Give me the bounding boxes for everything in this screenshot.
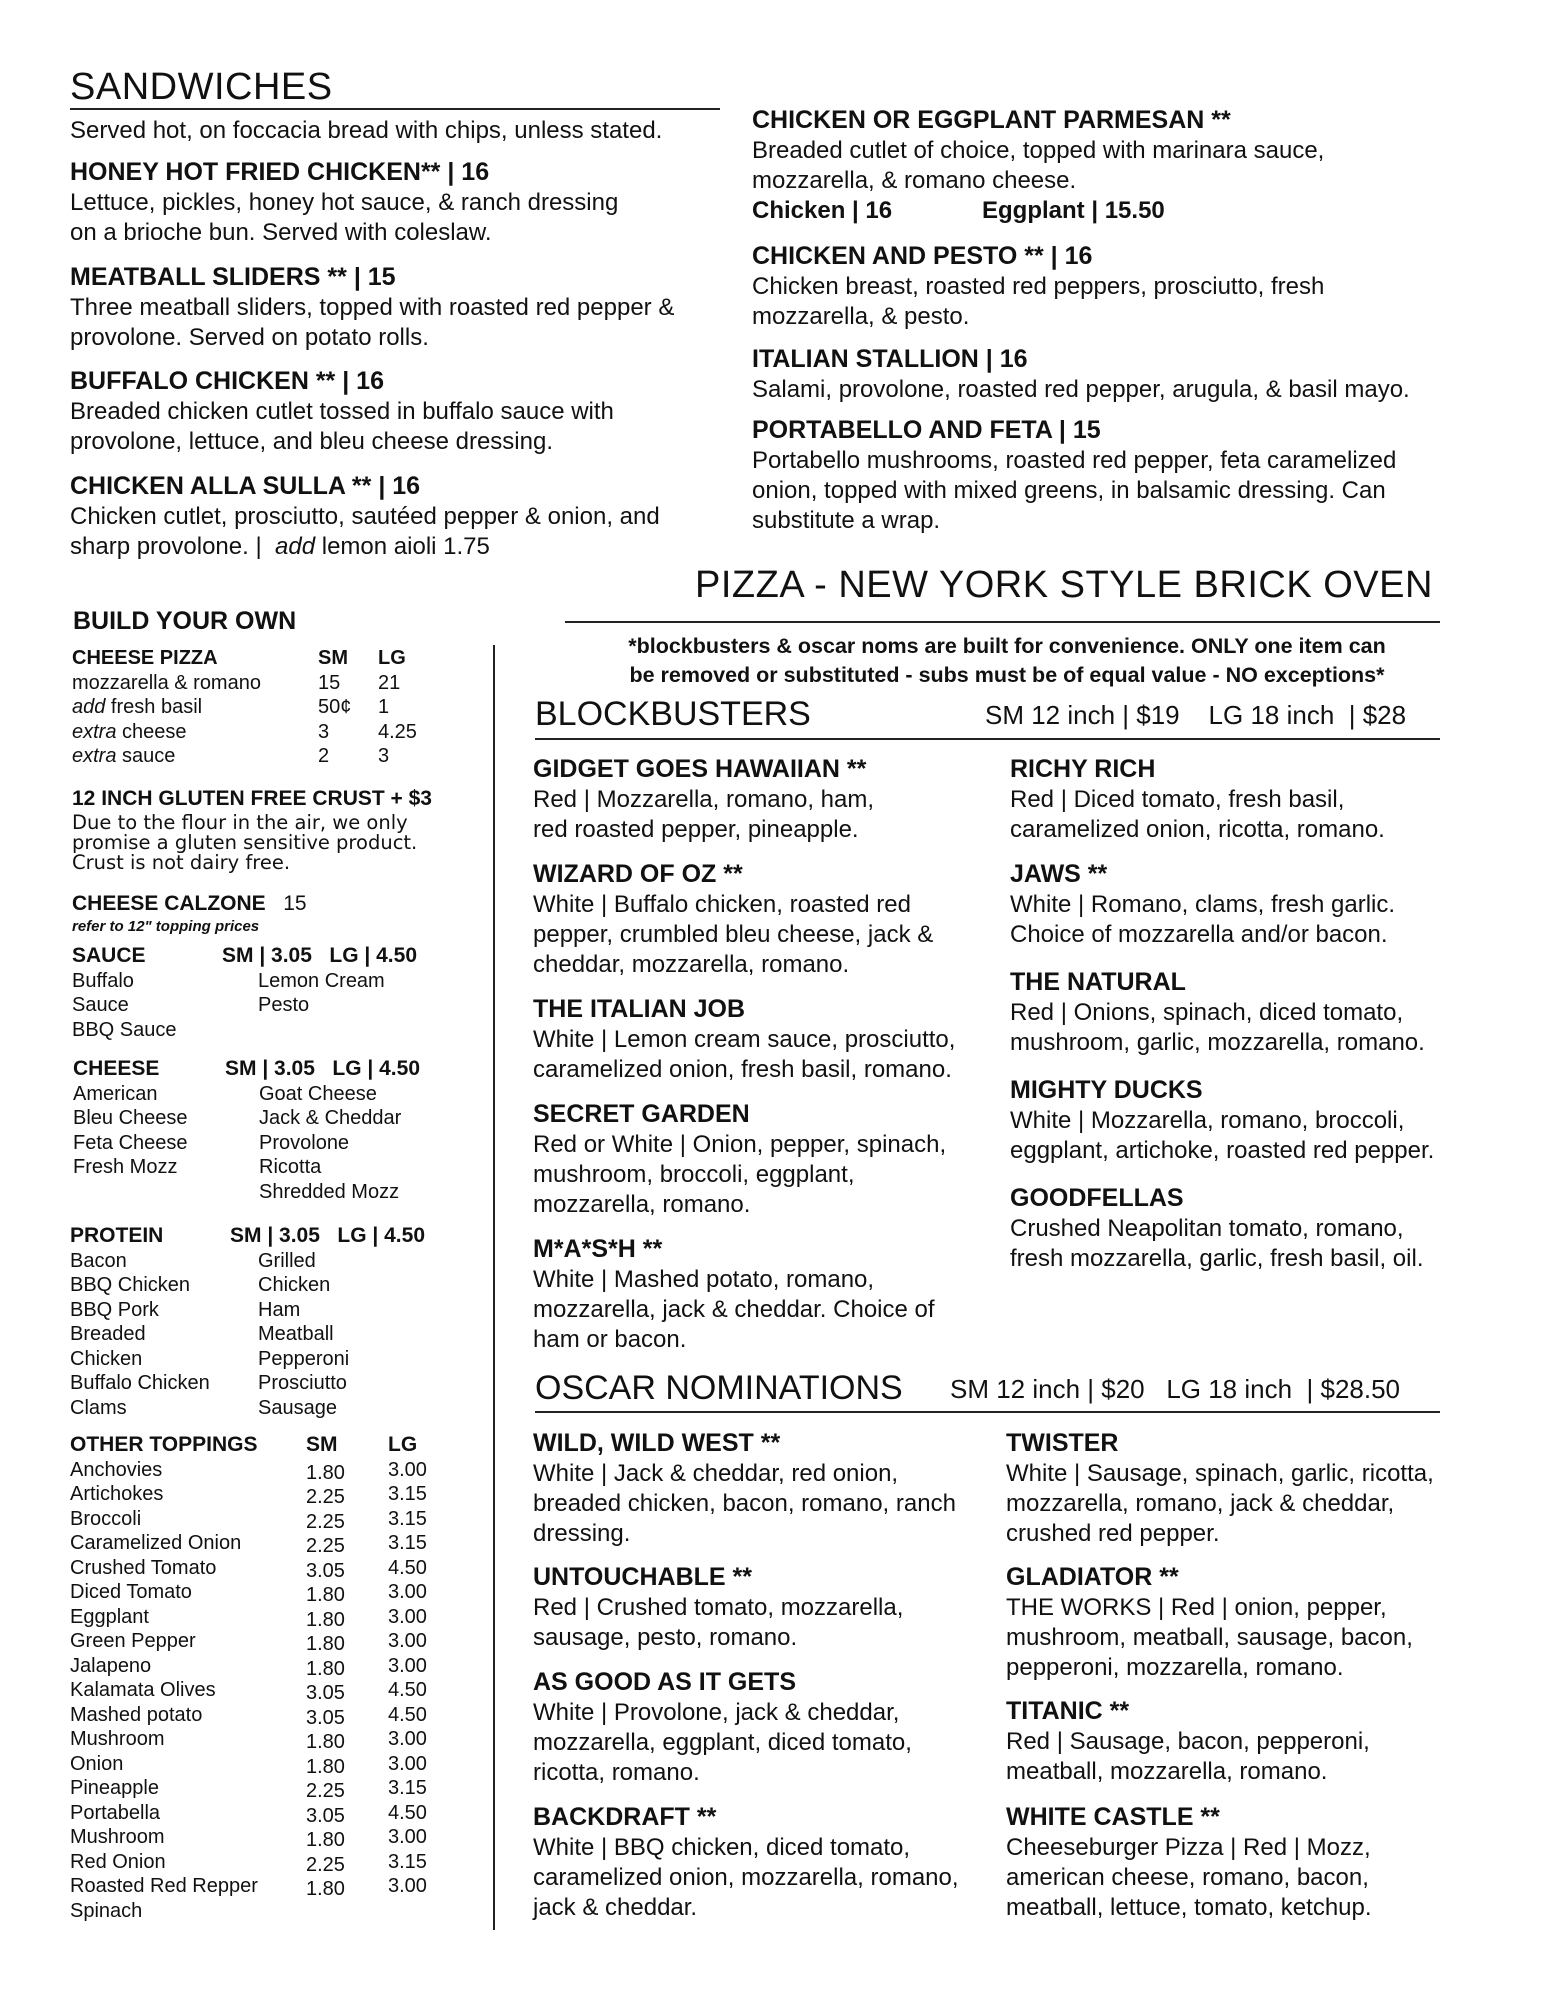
blockbusters-rule [535, 738, 1440, 740]
item-desc: White | Mozzarella, romano, broccoli, eggplant, artichoke, roasted red pepper. [1010, 1107, 1435, 1164]
item-desc: Red | Sausage, bacon, pepperoni, meatball, mozzarella, romano. [1006, 1728, 1370, 1785]
cheese-pizza-label: CHEESE PIZZA [72, 647, 218, 669]
row-prefix: add [72, 696, 106, 718]
item-name: RICHY RICH [1010, 755, 1156, 783]
list-item: Chicken [70, 1347, 143, 1370]
list-item: Breaded [70, 1323, 146, 1345]
topping-price: 1.80 [306, 1461, 345, 1484]
table-row [72, 744, 472, 769]
topping-name: Mashed potato [70, 1703, 203, 1726]
topping-price: 3.00 [388, 1654, 427, 1677]
item-desc: Red | Crushed tomato, mozzarella, sausage, pesto, romano. [533, 1594, 904, 1651]
pizza-item [533, 1802, 983, 1923]
oscars-rule [535, 1411, 1440, 1413]
pizza-item [1006, 1428, 1456, 1549]
row-prefix: extra [72, 745, 117, 767]
table-row [72, 695, 472, 720]
item-name: MEATBALL SLIDERS ** | 15 [70, 263, 396, 291]
item-name: THE NATURAL [1010, 968, 1186, 996]
row-lg: 3 [378, 745, 390, 767]
topping-price: 3.00 [388, 1458, 427, 1481]
gluten-line: Crust is not dairy free. [72, 851, 291, 874]
pizza-note-line: be removed or substituted - subs must be of equal value - NO exceptions* [629, 663, 1385, 687]
oscars-title: OSCAR NOMINATIONS [535, 1369, 903, 1407]
sandwich-item [70, 366, 720, 457]
pizza-item [1006, 1562, 1456, 1683]
topping-price: 1.80 [306, 1584, 345, 1606]
topping-price: 2.25 [306, 1780, 345, 1802]
sandwich-item [752, 344, 1472, 405]
item-desc: Breaded chicken cutlet tossed in buffalo sauce with provolone, lettuce, and bleu cheese dressing. [70, 398, 614, 455]
gluten-line: Due to the flour in the air, we only [72, 811, 408, 834]
topping-price: 2.25 [306, 1486, 345, 1508]
list-item: Pepperoni [258, 1347, 350, 1370]
item-name: WILD, WILD WEST ** [533, 1429, 781, 1457]
addon-prefix: add [275, 533, 316, 560]
item-desc: THE WORKS | Red | onion, pepper, mushroom, meatball, sausage, bacon, pepperoni, mozzarella, romano. [1006, 1594, 1413, 1681]
row-name: sauce [116, 745, 176, 767]
pizza-item [533, 1099, 983, 1220]
topping-name: Pineapple [70, 1777, 159, 1799]
topping-price: 3.00 [388, 1630, 427, 1652]
topping-price: 4.50 [388, 1679, 427, 1701]
topping-price: 3.05 [306, 1682, 345, 1704]
topping-price: 1.80 [306, 1755, 345, 1778]
pizza-item [1010, 859, 1460, 950]
topping-name: Spinach [70, 1899, 143, 1922]
list-item: Grilled [258, 1249, 316, 1272]
list-item: BBQ Pork [70, 1298, 159, 1321]
list-item: Pesto [258, 994, 310, 1016]
row-sm: 3 [318, 720, 330, 743]
list-item: Feta Cheese [73, 1131, 188, 1154]
topping-price: 3.15 [388, 1850, 427, 1873]
list-item: Prosciutto [258, 1372, 347, 1394]
item-name: CHICKEN AND PESTO ** | 16 [752, 242, 1093, 270]
pizza-item [533, 1428, 983, 1549]
list-item: Jack & Cheddar [259, 1107, 402, 1129]
calzone-note: refer to 12" topping prices [72, 918, 260, 935]
item-name: MIGHTY DUCKS [1010, 1076, 1203, 1104]
protein-label: PROTEIN [70, 1224, 164, 1247]
item-name: UNTOUCHABLE ** [533, 1563, 752, 1591]
item-name: GIDGET GOES HAWAIIAN ** [533, 755, 867, 783]
blockbusters-sizes: SM 12 inch | $19 LG 18 inch | $28 [985, 700, 1407, 730]
pizza-item [1010, 1075, 1460, 1166]
topping-name: Broccoli [70, 1507, 142, 1530]
blockbusters-title: BLOCKBUSTERS [535, 695, 811, 733]
topping-name: Portabella [70, 1801, 161, 1824]
topping-name: Kalamata Olives [70, 1679, 216, 1701]
list-item: Shredded Mozz [259, 1180, 400, 1203]
item-name: JAWS ** [1010, 860, 1108, 888]
col-sm: SM [318, 647, 348, 669]
item-desc: Red | Diced tomato, fresh basil, caramelized onion, ricotta, romano. [1010, 786, 1385, 843]
topping-name: Anchovies [70, 1458, 163, 1481]
topping-price: 3.05 [306, 1559, 345, 1582]
cheese-section [73, 1057, 473, 1204]
topping-price: 3.05 [306, 1804, 345, 1827]
item-desc: White | Provolone, jack & cheddar, mozzarella, eggplant, diced tomato, ricotta, romano. [533, 1699, 912, 1786]
item-desc: Three meatball sliders, topped with roasted red pepper & provolone. Served on potato rolls. [70, 294, 675, 351]
pizza-item [533, 754, 983, 845]
price-chicken: Chicken | 16 [752, 197, 893, 224]
item-desc: Red | Onions, spinach, diced tomato, mushroom, garlic, mozzarella, romano. [1010, 999, 1425, 1056]
sandwich-item [752, 105, 1472, 226]
list-item: American [73, 1082, 158, 1105]
item-desc: Portabello mushrooms, roasted red pepper, feta caramelized onion, topped with mixed greens, in balsamic dressing. Can substitute a wrap. [752, 447, 1397, 534]
topping-price: 1.80 [306, 1657, 345, 1680]
topping-price: 1.80 [306, 1608, 345, 1631]
pizza-item [1010, 754, 1460, 845]
row-name: fresh basil [105, 696, 203, 718]
sauce-price: SM | 3.05 LG | 4.50 [222, 944, 417, 967]
topping-price: 2.25 [306, 1535, 345, 1557]
protein-section [70, 1224, 470, 1420]
item-desc: White | Lemon cream sauce, prosciutto, caramelized onion, fresh basil, romano. [533, 1026, 956, 1083]
pizza-item [1006, 1802, 1456, 1923]
topping-price: 3.00 [388, 1752, 427, 1775]
addon-text: lemon aioli 1.75 [321, 533, 490, 560]
item-desc: White | Romano, clams, fresh garlic. Choice of mozzarella and/or bacon. [1010, 891, 1396, 948]
topping-name: Onion [70, 1752, 124, 1775]
list-item: Bacon [70, 1249, 127, 1272]
topping-price: 1.80 [306, 1731, 345, 1753]
item-desc: White | Buffalo chicken, roasted red pepper, crumbled bleu cheese, jack & cheddar, mozzarella, romano. [533, 891, 934, 978]
list-item: Lemon Cream [258, 969, 385, 992]
topping-name: Artichokes [70, 1483, 164, 1505]
item-desc: Salami, provolone, roasted red pepper, arugula, & basil mayo. [752, 376, 1410, 403]
list-item: Ricotta [259, 1156, 322, 1178]
list-item: Sausage [258, 1396, 337, 1419]
pizza-item [1010, 967, 1460, 1058]
list-item: Sauce [72, 994, 129, 1016]
topping-name: Crushed Tomato [70, 1556, 217, 1579]
topping-price: 3.15 [388, 1507, 427, 1530]
col-sm: SM [306, 1433, 338, 1456]
calzone-price: 15 [283, 892, 307, 915]
item-name: GLADIATOR ** [1006, 1563, 1179, 1591]
gluten-free-title: 12 INCH GLUTEN FREE CRUST + $3 [72, 787, 432, 810]
other-label: OTHER TOPPINGS [70, 1433, 258, 1456]
item-name: CHICKEN OR EGGPLANT PARMESAN ** [752, 106, 1231, 134]
topping-price: 1.80 [306, 1878, 345, 1900]
topping-price: 1.80 [306, 1829, 345, 1851]
item-desc: Chicken breast, roasted red peppers, prosciutto, fresh mozzarella, & pesto. [752, 273, 1325, 330]
topping-name: Diced Tomato [70, 1581, 192, 1603]
topping-price: 3.15 [388, 1532, 427, 1554]
pizza-item [533, 859, 983, 980]
item-name: TWISTER [1006, 1429, 1119, 1457]
row-sm: 2 [318, 745, 330, 767]
topping-price: 1.80 [306, 1633, 345, 1655]
item-desc: Red | Mozzarella, romano, ham, red roasted pepper, pineapple. [533, 786, 875, 843]
list-item: Buffalo [72, 969, 134, 992]
item-desc: Red or White | Onion, pepper, spinach, mushroom, broccoli, eggplant, mozzarella, romano. [533, 1131, 947, 1218]
item-name: SECRET GARDEN [533, 1100, 750, 1128]
pizza-item [1010, 1183, 1460, 1274]
sandwich-item [70, 471, 720, 562]
calzone-row [72, 892, 307, 916]
topping-name: Eggplant [70, 1605, 149, 1628]
topping-price: 4.50 [388, 1801, 427, 1824]
col-lg: LG [378, 647, 406, 669]
item-name: ITALIAN STALLION | 16 [752, 345, 1028, 373]
topping-name: Red Onion [70, 1850, 166, 1873]
topping-price: 3.00 [388, 1728, 427, 1750]
sauce-label: SAUCE [72, 944, 146, 967]
row-lg: 4.25 [378, 720, 417, 743]
pizza-note-line: *blockbusters & oscar noms are built for convenience. ONLY one item can [628, 634, 1386, 658]
pizza-note [572, 632, 1442, 690]
item-name: AS GOOD AS IT GETS [533, 1668, 796, 1696]
pizza-title: PIZZA - NEW YORK STYLE BRICK OVEN [695, 564, 1433, 606]
topping-name: Roasted Red Repper [70, 1875, 258, 1897]
topping-name: Jalapeno [70, 1654, 152, 1677]
sandwich-item [70, 157, 720, 248]
topping-price: 3.00 [388, 1826, 427, 1848]
sauce-section [72, 944, 472, 1042]
item-desc: White | BBQ chicken, diced tomato, caramelized onion, mozzarella, romano, jack & cheddar. [533, 1834, 959, 1921]
topping-price: 4.50 [388, 1703, 427, 1726]
item-name: CHICKEN ALLA SULLA ** | 16 [70, 472, 421, 500]
topping-price: 4.50 [388, 1556, 427, 1579]
list-item: Meatball [258, 1323, 334, 1345]
pizza-item [533, 994, 983, 1085]
row-lg: 21 [378, 671, 401, 694]
topping-price: 3.15 [388, 1483, 427, 1505]
list-item: Provolone [259, 1131, 350, 1154]
list-item: Ham [258, 1298, 301, 1321]
row-sm: 50¢ [318, 696, 352, 718]
pizza-item [533, 1234, 983, 1355]
row-prefix: extra [72, 720, 117, 743]
build-title: BUILD YOUR OWN [73, 607, 297, 635]
topping-name: Mushroom [70, 1826, 165, 1848]
list-item: Goat Cheese [259, 1082, 377, 1105]
item-name: GOODFELLAS [1010, 1184, 1184, 1212]
item-desc: Lettuce, pickles, honey hot sauce, & ranch dressing on a brioche bun. Served with coleslaw. [70, 189, 619, 246]
row-name: cheese [116, 720, 187, 743]
list-item: Clams [70, 1396, 127, 1419]
cheese-label: CHEESE [73, 1057, 160, 1080]
topping-name: Caramelized Onion [70, 1532, 242, 1554]
list-item: Buffalo Chicken [70, 1372, 210, 1394]
item-name: TITANIC ** [1006, 1697, 1130, 1725]
topping-price: 3.15 [388, 1777, 427, 1799]
item-name: M*A*S*H ** [533, 1235, 663, 1263]
item-name: BUFFALO CHICKEN ** | 16 [70, 367, 384, 395]
list-item: Bleu Cheese [73, 1107, 188, 1129]
item-name: PORTABELLO AND FETA | 15 [752, 416, 1101, 444]
pizza-item [533, 1562, 983, 1653]
table-row [72, 720, 472, 745]
topping-price: 2.25 [306, 1510, 345, 1533]
item-name: BACKDRAFT ** [533, 1803, 717, 1831]
topping-name: Mushroom [70, 1728, 165, 1750]
gluten-free-note [72, 813, 417, 873]
sandwiches-rule [70, 108, 720, 110]
item-name: WHITE CASTLE ** [1006, 1803, 1220, 1831]
item-desc: White | Mashed potato, romano, mozzarella, jack & cheddar. Choice of ham or bacon. [533, 1266, 935, 1353]
gluten-line: promise a gluten sensitive product. [72, 831, 418, 854]
topping-price: 3.00 [388, 1875, 427, 1897]
pizza-item [1006, 1696, 1456, 1787]
topping-price: 3.00 [388, 1605, 427, 1628]
sandwich-item [752, 241, 1472, 332]
row-sm: 15 [318, 671, 341, 694]
list-item: BBQ Sauce [72, 1018, 177, 1041]
protein-price: SM | 3.05 LG | 4.50 [230, 1224, 425, 1247]
item-desc: White | Sausage, spinach, garlic, ricotta, mozzarella, romano, jack & cheddar, crushed red pepper. [1006, 1460, 1434, 1547]
oscars-sizes: SM 12 inch | $20 LG 18 inch | $28.50 [950, 1374, 1401, 1404]
other-toppings-section [70, 1433, 470, 1923]
table-row [72, 671, 472, 696]
calzone-title: CHEESE CALZONE [72, 892, 266, 915]
topping-price: 2.25 [306, 1853, 345, 1876]
topping-price: 3.05 [306, 1706, 345, 1729]
topping-price: 3.00 [388, 1581, 427, 1603]
column-divider [493, 645, 495, 1930]
item-desc: Crushed Neapolitan tomato, romano, fresh mozzarella, garlic, fresh basil, oil. [1010, 1215, 1424, 1272]
item-desc: Breaded cutlet of choice, topped with marinara sauce, mozzarella, & romano cheese. [752, 137, 1325, 194]
row-name: mozzarella & romano [72, 671, 261, 694]
price-eggplant: Eggplant | 15.50 [982, 197, 1165, 224]
cheese-price: SM | 3.05 LG | 4.50 [225, 1057, 420, 1080]
list-item: BBQ Chicken [70, 1274, 191, 1296]
row-lg: 1 [378, 696, 390, 718]
item-name: WIZARD OF OZ ** [533, 860, 743, 888]
list-item: Chicken [258, 1274, 331, 1296]
sandwich-item [752, 415, 1472, 536]
cheese-pizza-table [72, 646, 472, 769]
sandwiches-subtitle: Served hot, on foccacia bread with chips, unless stated. [70, 117, 663, 144]
pizza-item [533, 1667, 983, 1788]
list-item: Fresh Mozz [73, 1156, 178, 1178]
topping-name: Green Pepper [70, 1630, 196, 1652]
item-desc: Chicken cutlet, prosciutto, sautéed pepper & onion, and sharp provolone. | [70, 503, 660, 560]
col-lg: LG [388, 1433, 418, 1456]
pizza-rule [565, 621, 1440, 623]
item-name: HONEY HOT FRIED CHICKEN** | 16 [70, 158, 490, 186]
item-desc: Cheeseburger Pizza | Red | Mozz, american cheese, romano, bacon, meatball, lettuce, tomato, ketchup. [1006, 1834, 1372, 1921]
item-desc: White | Jack & cheddar, red onion, breaded chicken, bacon, romano, ranch dressing. [533, 1460, 956, 1547]
item-name: THE ITALIAN JOB [533, 995, 746, 1023]
sandwiches-title: SANDWICHES [70, 66, 333, 108]
sandwich-item [70, 262, 720, 353]
